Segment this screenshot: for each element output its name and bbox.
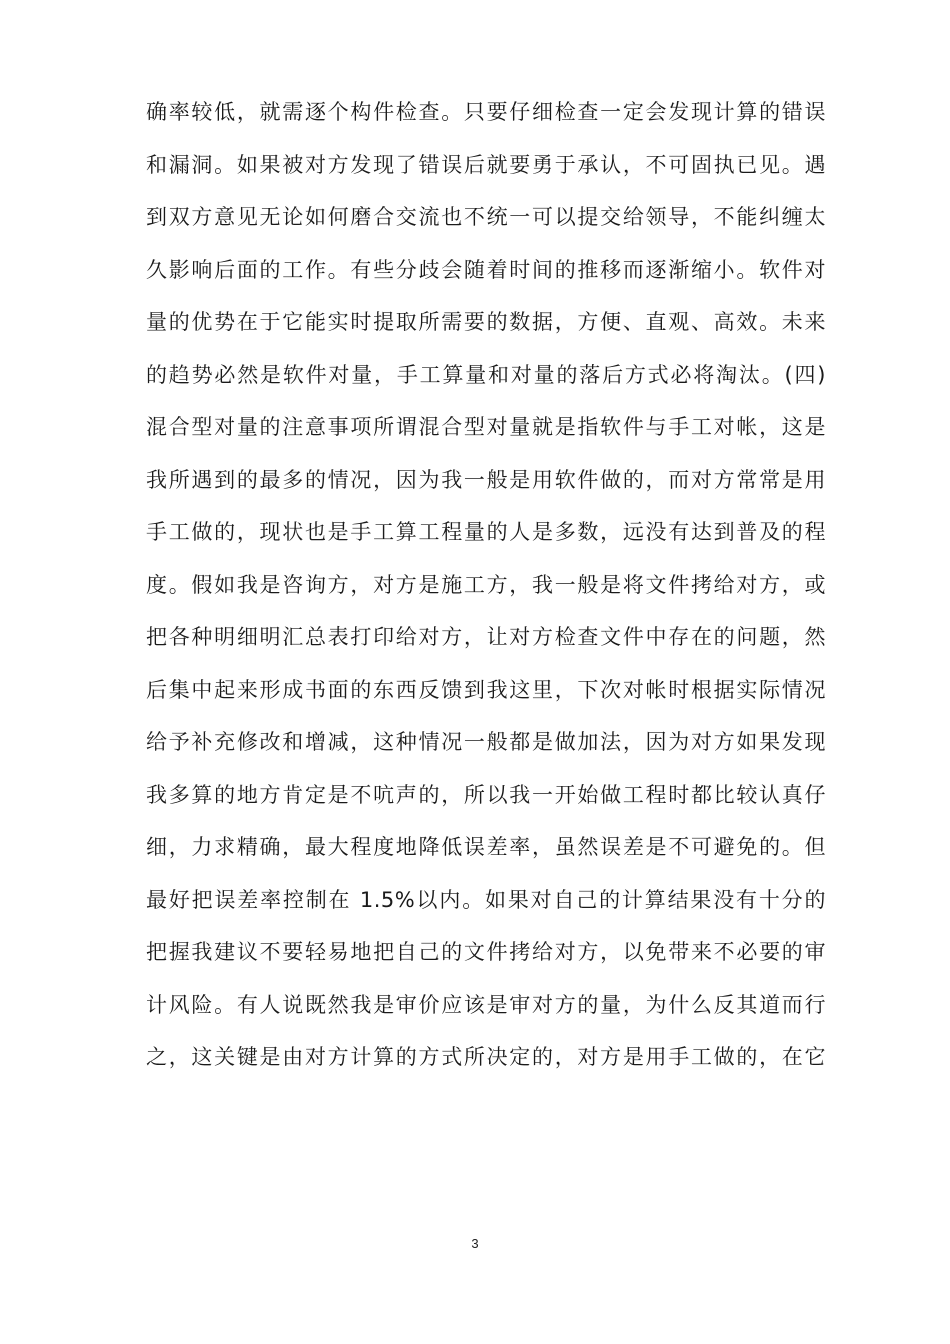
text-line: 的趋势必然是软件对量，手工算量和对量的落后方式必将淘汰。(四) (146, 362, 826, 387)
text-line: 计风险。有人说既然我是审价应该是审对方的量，为什么反其道而行 (146, 992, 826, 1017)
text-line: 我所遇到的最多的情况，因为我一般是用软件做的，而对方常常是用 (146, 467, 826, 492)
text-line: 手工做的，现状也是手工算工程量的人是多数，远没有达到普及的程 (146, 520, 826, 544)
text-line: 确率较低，就需逐个构件检查。只要仔细检查一定会发现计算的错误 (146, 100, 826, 124)
text-line: 把各种明细明汇总表打印给对方，让对方检查文件中存在的问题，然 (146, 625, 826, 649)
text-line: 量的优势在于它能实时提取所需要的数据，方便、直观、高效。未来 (146, 310, 826, 334)
text-line: 和漏洞。如果被对方发现了错误后就要勇于承认，不可固执已见。遇 (146, 152, 826, 177)
text-line: 给予补充修改和增减，这种情况一般都是做加法，因为对方如果发现 (146, 730, 826, 754)
page-number: 3 (471, 1236, 479, 1251)
text-line: 细，力求精确，最大程度地降低误差率，虽然误差是不可避免的。但 (146, 835, 826, 859)
text-line: 到双方意见无论如何磨合交流也不统一可以提交给领导，不能纠缠太 (146, 205, 826, 229)
text-line: 把握我建议不要轻易地把自己的文件拷给对方，以免带来不必要的审 (146, 940, 826, 964)
body-text (146, 88, 826, 1086)
text-line: 最好把误差率控制在 1.5%以内。如果对自己的计算结果没有十分的 (146, 887, 826, 912)
text-line: 度。假如我是咨询方，对方是施工方，我一般是将文件拷给对方，或 (146, 572, 826, 597)
text-line: 久影响后面的工作。有些分歧会随着时间的推移而逐渐缩小。软件对 (146, 257, 826, 282)
text-line: 我多算的地方肯定是不吭声的，所以我一开始做工程时都比较认真仔 (146, 782, 826, 807)
text-line: 后集中起来形成书面的东西反馈到我这里，下次对帐时根据实际情况 (146, 677, 826, 702)
text-line: 之，这关键是由对方计算的方式所决定的，对方是用手工做的，在它 (146, 1045, 826, 1069)
text-line: 混合型对量的注意事项所谓混合型对量就是指软件与手工对帐，这是 (146, 415, 826, 439)
